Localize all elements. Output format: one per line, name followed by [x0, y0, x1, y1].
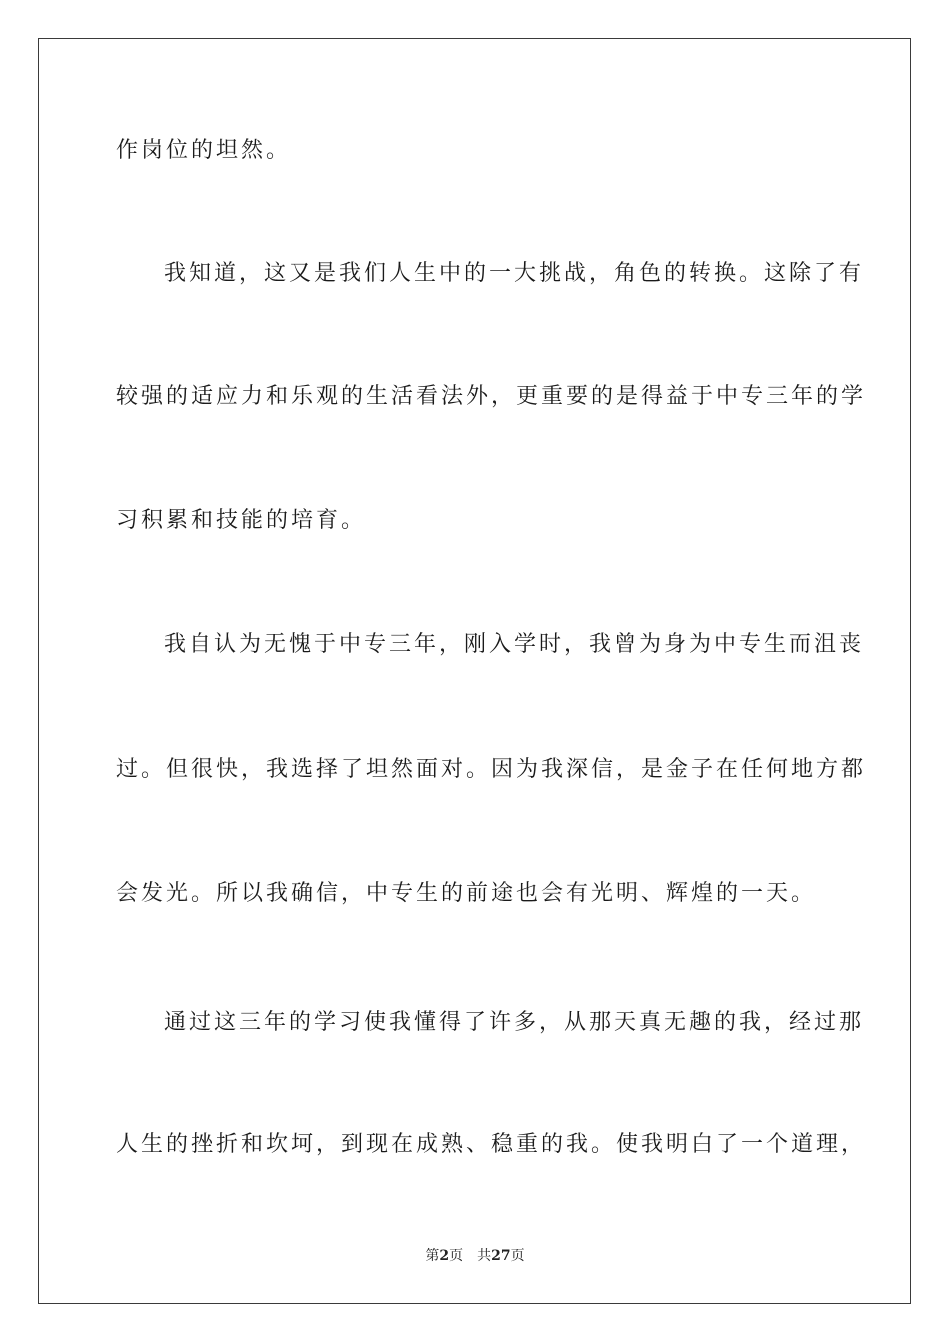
body-line-1: 作岗位的坦然。: [116, 138, 292, 163]
total-prefix: 共: [477, 1248, 492, 1264]
body-line-6: 过。但很快，我选择了坦然面对。因为我深信，是金子在任何地方都: [116, 757, 867, 782]
body-line-7: 会发光。所以我确信，中专生的前途也会有光明、辉煌的一天。: [116, 881, 817, 906]
total-suffix: 页: [510, 1248, 525, 1264]
total-pages: 27: [491, 1248, 511, 1264]
body-line-4: 习积累和技能的培育。: [116, 508, 367, 533]
page-suffix: 页: [449, 1248, 464, 1264]
page-number: 2: [439, 1248, 450, 1264]
body-line-5: 我自认为无愧于中专三年，刚入学时，我曾为身为中专生而沮丧: [164, 632, 865, 657]
body-line-9: 人生的挫折和坎坷，到现在成熟、稳重的我。使我明白了一个道理，: [116, 1132, 867, 1157]
page-footer: [0, 1246, 950, 1266]
body-line-3: 较强的适应力和乐观的生活看法外，更重要的是得益于中专三年的学: [116, 384, 867, 409]
page-border: [38, 38, 911, 1304]
body-line-2: 我知道，这又是我们人生中的一大挑战，角色的转换。这除了有: [164, 261, 865, 286]
page-prefix: 第: [425, 1248, 440, 1264]
body-line-8: 通过这三年的学习使我懂得了许多，从那天真无趣的我，经过那: [164, 1010, 865, 1035]
